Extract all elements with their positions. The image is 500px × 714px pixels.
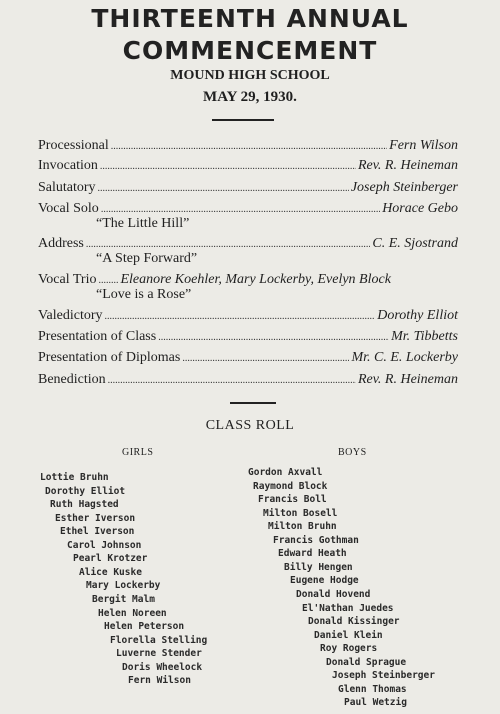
leader-dots xyxy=(98,183,349,194)
boy-name: Francis Boll xyxy=(258,494,327,506)
boy-name: Glenn Thomas xyxy=(338,683,407,695)
program-item-label: Processional xyxy=(38,138,109,153)
program-item-person: Dorothy Elliot xyxy=(377,308,458,323)
class-roll-title: CLASS ROLL xyxy=(205,418,295,433)
title-line-1: THIRTEENTH ANNUAL xyxy=(91,4,409,33)
girl-name: Helen Noreen xyxy=(98,607,167,619)
program-item xyxy=(38,372,458,388)
program-item-person: Rev. R. Heineman xyxy=(357,372,458,387)
leader-dots xyxy=(98,275,118,286)
boy-name: Milton Bosell xyxy=(263,507,338,519)
girl-name: Ruth Hagsted xyxy=(50,499,119,511)
program-item xyxy=(38,138,458,154)
boy-name: Billy Hengen xyxy=(284,561,353,573)
girl-name: Ethel Iverson xyxy=(60,526,135,538)
leader-dots xyxy=(108,375,356,386)
boy-name: Gordon Axvall xyxy=(248,467,323,478)
boy-name: Roy Rogers xyxy=(320,643,378,655)
girl-name: Dorothy Elliot xyxy=(45,485,126,497)
leader-dots xyxy=(158,332,389,343)
girl-name: Lottie Bruhn xyxy=(40,472,109,483)
header-divider xyxy=(212,119,274,121)
song-title-solo: “The Little Hill” xyxy=(96,216,190,231)
program-item-person: C. E. Sjostrand xyxy=(372,236,458,251)
boy-name: Edward Heath xyxy=(278,548,347,560)
program-item-person: Joseph Steinberger xyxy=(350,180,458,195)
leader-dots xyxy=(111,141,387,152)
program-item-person: Mr. Tibbetts xyxy=(391,329,458,344)
leader-dots xyxy=(86,239,371,250)
program-item-person: Eleanore Koehler, Mary Lockerby, Evelyn Block xyxy=(120,272,391,287)
girl-name: Pearl Krotzer xyxy=(73,553,148,565)
girl-name: Mary Lockerby xyxy=(86,580,161,592)
girl-name: Doris Wheelock xyxy=(122,661,203,673)
leader-dots xyxy=(101,204,380,215)
program-item-label: Vocal Trio xyxy=(38,272,97,287)
song-title-trio: “Love is a Rose” xyxy=(96,287,192,302)
program-item xyxy=(38,236,458,252)
girl-name: Luverne Stender xyxy=(116,648,202,660)
boy-name: Raymond Block xyxy=(253,480,328,492)
program-item-person: Fern Wilson xyxy=(389,138,458,153)
program-item xyxy=(38,158,458,174)
girl-name: Alice Kuske xyxy=(79,566,142,578)
girl-name: Helen Peterson xyxy=(104,621,185,633)
leader-dots xyxy=(105,311,376,322)
program-item-label: Salutatory xyxy=(38,180,96,195)
program-item-label: Benediction xyxy=(38,372,106,387)
program-item-label: Invocation xyxy=(38,158,98,173)
program-item-label: Vocal Solo xyxy=(38,201,99,216)
title-line-2: COMMENCEMENT xyxy=(122,36,378,65)
program-item-person: Mr. C. E. Lockerby xyxy=(351,350,458,365)
girl-name: Carol Johnson xyxy=(67,539,142,551)
program-item-label: Presentation of Diplomas xyxy=(38,350,181,365)
program-item xyxy=(38,201,458,217)
program-item-label: Presentation of Class xyxy=(38,329,157,344)
girls-heading: GIRLS xyxy=(122,447,154,458)
boy-name: Donald Kissinger xyxy=(308,616,400,628)
program-item-trio xyxy=(38,272,458,288)
leader-dots xyxy=(100,161,356,172)
boy-name: Milton Bruhn xyxy=(268,521,337,533)
girl-name: Fern Wilson xyxy=(128,675,191,687)
program-item xyxy=(38,308,458,324)
boy-name: Daniel Klein xyxy=(314,629,383,641)
program-item-label: Address xyxy=(38,236,84,251)
program-item xyxy=(38,180,458,196)
program-item xyxy=(38,350,458,366)
girl-name: Esther Iverson xyxy=(55,512,136,524)
song-title-address: “A Step Forward” xyxy=(96,251,198,266)
boy-name: Donald Sprague xyxy=(326,656,407,668)
boy-name: Joseph Steinberger xyxy=(332,670,435,682)
boy-name: Eugene Hodge xyxy=(290,575,359,587)
program-item-person: Rev. R. Heineman xyxy=(357,158,458,173)
ceremony-date: MAY 29, 1930. xyxy=(203,89,297,105)
leader-dots xyxy=(182,353,349,364)
boy-name: Paul Wetzig xyxy=(344,697,407,709)
program-item xyxy=(38,329,458,345)
boys-heading: BOYS xyxy=(338,447,367,458)
boy-name: Donald Hovend xyxy=(296,588,371,600)
program-item-person: Horace Gebo xyxy=(382,201,458,216)
section-divider xyxy=(230,402,276,404)
school-name: MOUND HIGH SCHOOL xyxy=(170,68,330,83)
girl-name: Florella Stelling xyxy=(110,634,208,646)
program-item-label: Valedictory xyxy=(38,308,103,323)
boy-name: Francis Gothman xyxy=(273,534,359,546)
girl-name: Bergit Malm xyxy=(92,593,155,605)
boy-name: El'Nathan Juedes xyxy=(302,602,394,614)
